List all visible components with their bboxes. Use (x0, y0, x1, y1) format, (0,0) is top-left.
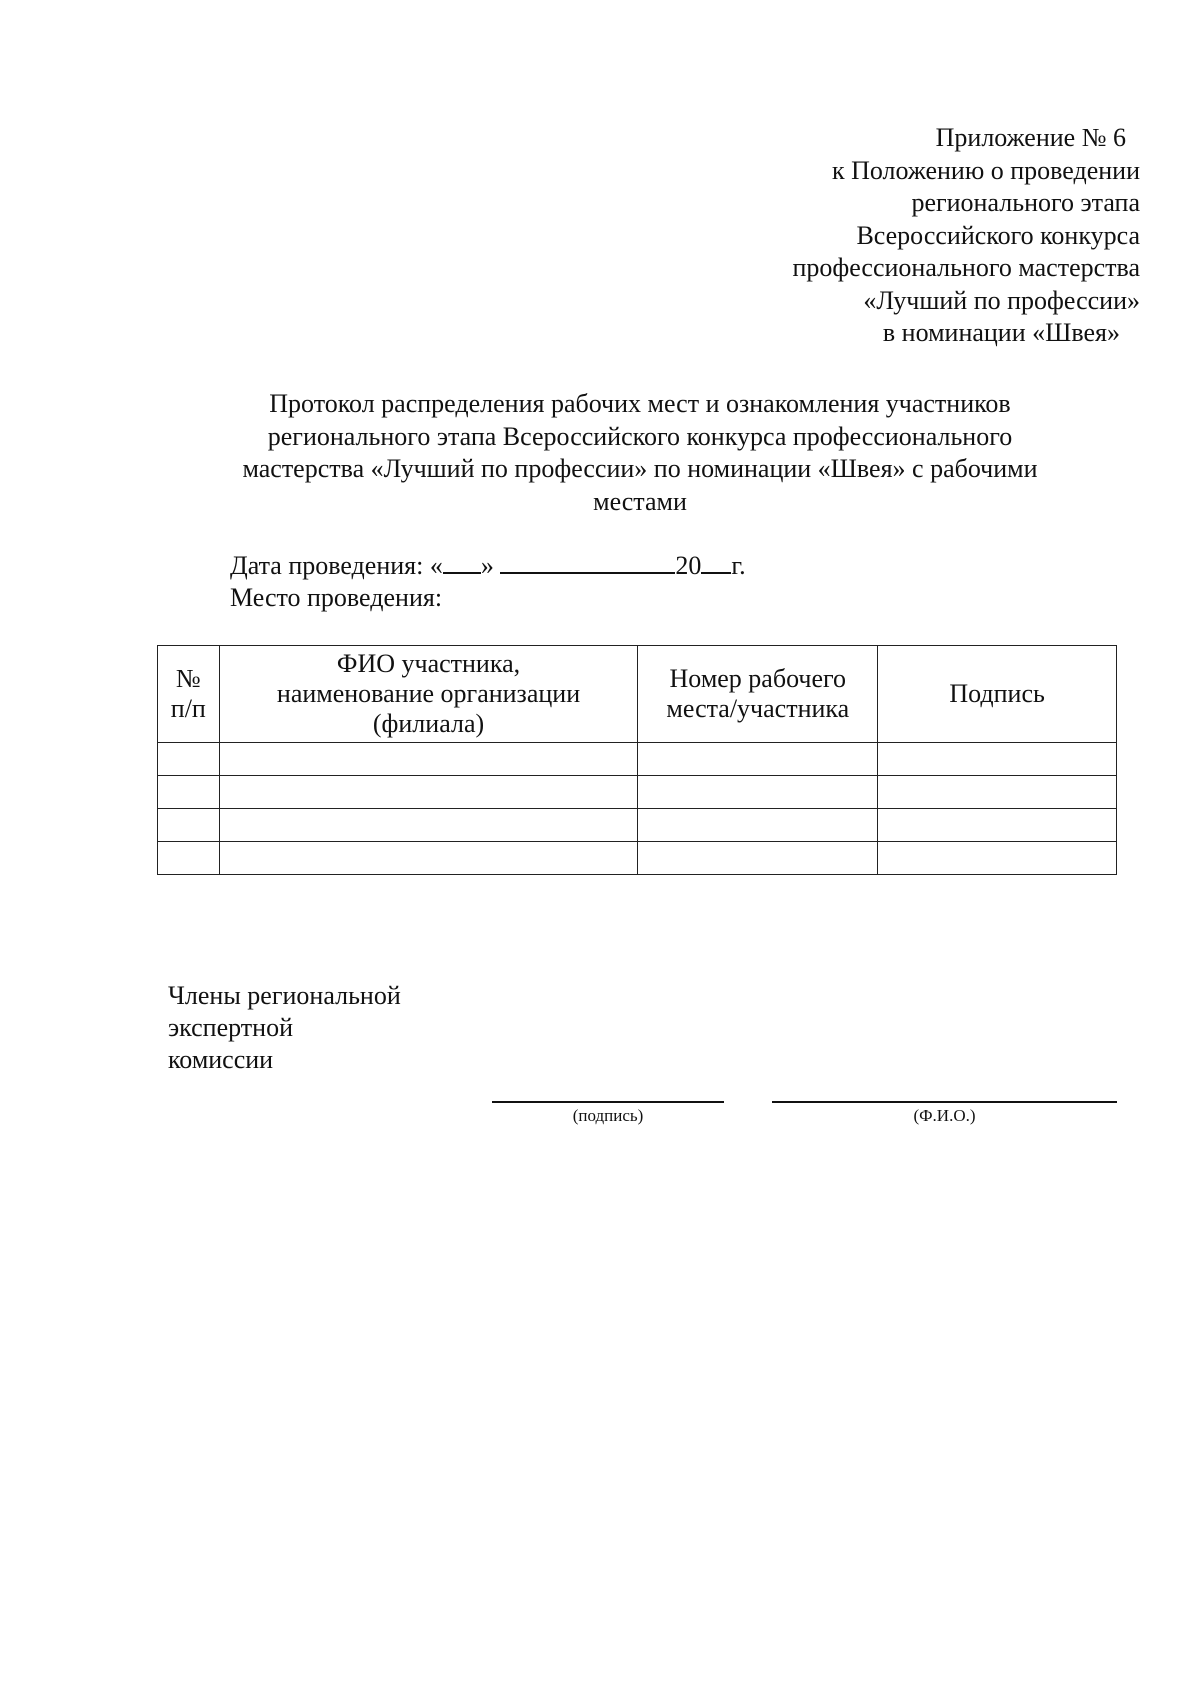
table-cell[interactable] (158, 809, 220, 842)
members-line: комиссии (168, 1045, 274, 1074)
document-title (160, 388, 1120, 518)
appendix-line: к Положению о проведении (831, 155, 1140, 185)
table-cell[interactable] (219, 809, 638, 842)
table-row (158, 776, 1117, 809)
header-number: № п/п (158, 646, 220, 743)
table-cell[interactable] (219, 842, 638, 875)
signature-caption: (подпись) (572, 1106, 644, 1125)
appendix-line: в номинации «Швея» (882, 318, 1120, 347)
members-line: Члены региональной (168, 981, 401, 1010)
appendix-line: Всероссийского конкурса (856, 220, 1140, 250)
date-label: Дата проведения: « (230, 551, 443, 580)
table-cell[interactable] (158, 842, 220, 875)
event-meta (230, 550, 746, 614)
date-row (230, 550, 746, 582)
members-line: экспертной (168, 1013, 293, 1042)
table-row (158, 842, 1117, 875)
table-cell[interactable] (878, 776, 1117, 809)
table-cell[interactable] (638, 842, 878, 875)
signature-line[interactable] (492, 1101, 724, 1103)
header-workplace-number: Номер рабочего места/участника (638, 646, 878, 743)
title-line: Протокол распределения рабочих мест и ознакомления участников (269, 389, 1011, 418)
table-cell[interactable] (219, 743, 638, 776)
appendix-line: профессионального мастерства (792, 253, 1140, 282)
participants-table (157, 645, 1117, 875)
year-prefix: 20 (675, 551, 702, 580)
appendix-header (580, 122, 1140, 350)
commission-members-label (168, 980, 401, 1076)
table-cell[interactable] (878, 809, 1117, 842)
day-blank[interactable] (443, 550, 481, 574)
table-cell[interactable] (638, 809, 878, 842)
table-row (158, 743, 1117, 776)
table-cell[interactable] (158, 743, 220, 776)
appendix-line: «Лучший по профессии» (863, 285, 1140, 315)
header-participant: ФИО участника, наименование организации (филиала) (219, 646, 638, 743)
appendix-line: регионального этапа (911, 188, 1140, 217)
table-row (158, 809, 1117, 842)
table-cell[interactable] (158, 776, 220, 809)
header-signature: Подпись (878, 646, 1117, 743)
title-line: местами (593, 486, 687, 516)
appendix-number: Приложение № 6 (935, 123, 1126, 152)
year-suffix: г. (731, 551, 746, 580)
year-blank[interactable] (701, 550, 731, 574)
table-cell[interactable] (638, 776, 878, 809)
date-close-quote: » (480, 551, 494, 580)
table-cell[interactable] (638, 743, 878, 776)
place-row (230, 582, 746, 614)
month-blank[interactable] (500, 550, 675, 574)
table-header-row (158, 646, 1117, 743)
title-line: регионального этапа Всероссийского конкурса профессионального (267, 421, 1013, 451)
name-caption: (Ф.И.О.) (913, 1106, 976, 1125)
name-line[interactable] (772, 1101, 1117, 1103)
table-cell[interactable] (878, 743, 1117, 776)
place-label: Место проведения: (230, 583, 443, 612)
title-line: мастерства «Лучший по профессии» по номинации «Швея» с рабочими (242, 454, 1038, 483)
table-cell[interactable] (219, 776, 638, 809)
table-cell[interactable] (878, 842, 1117, 875)
